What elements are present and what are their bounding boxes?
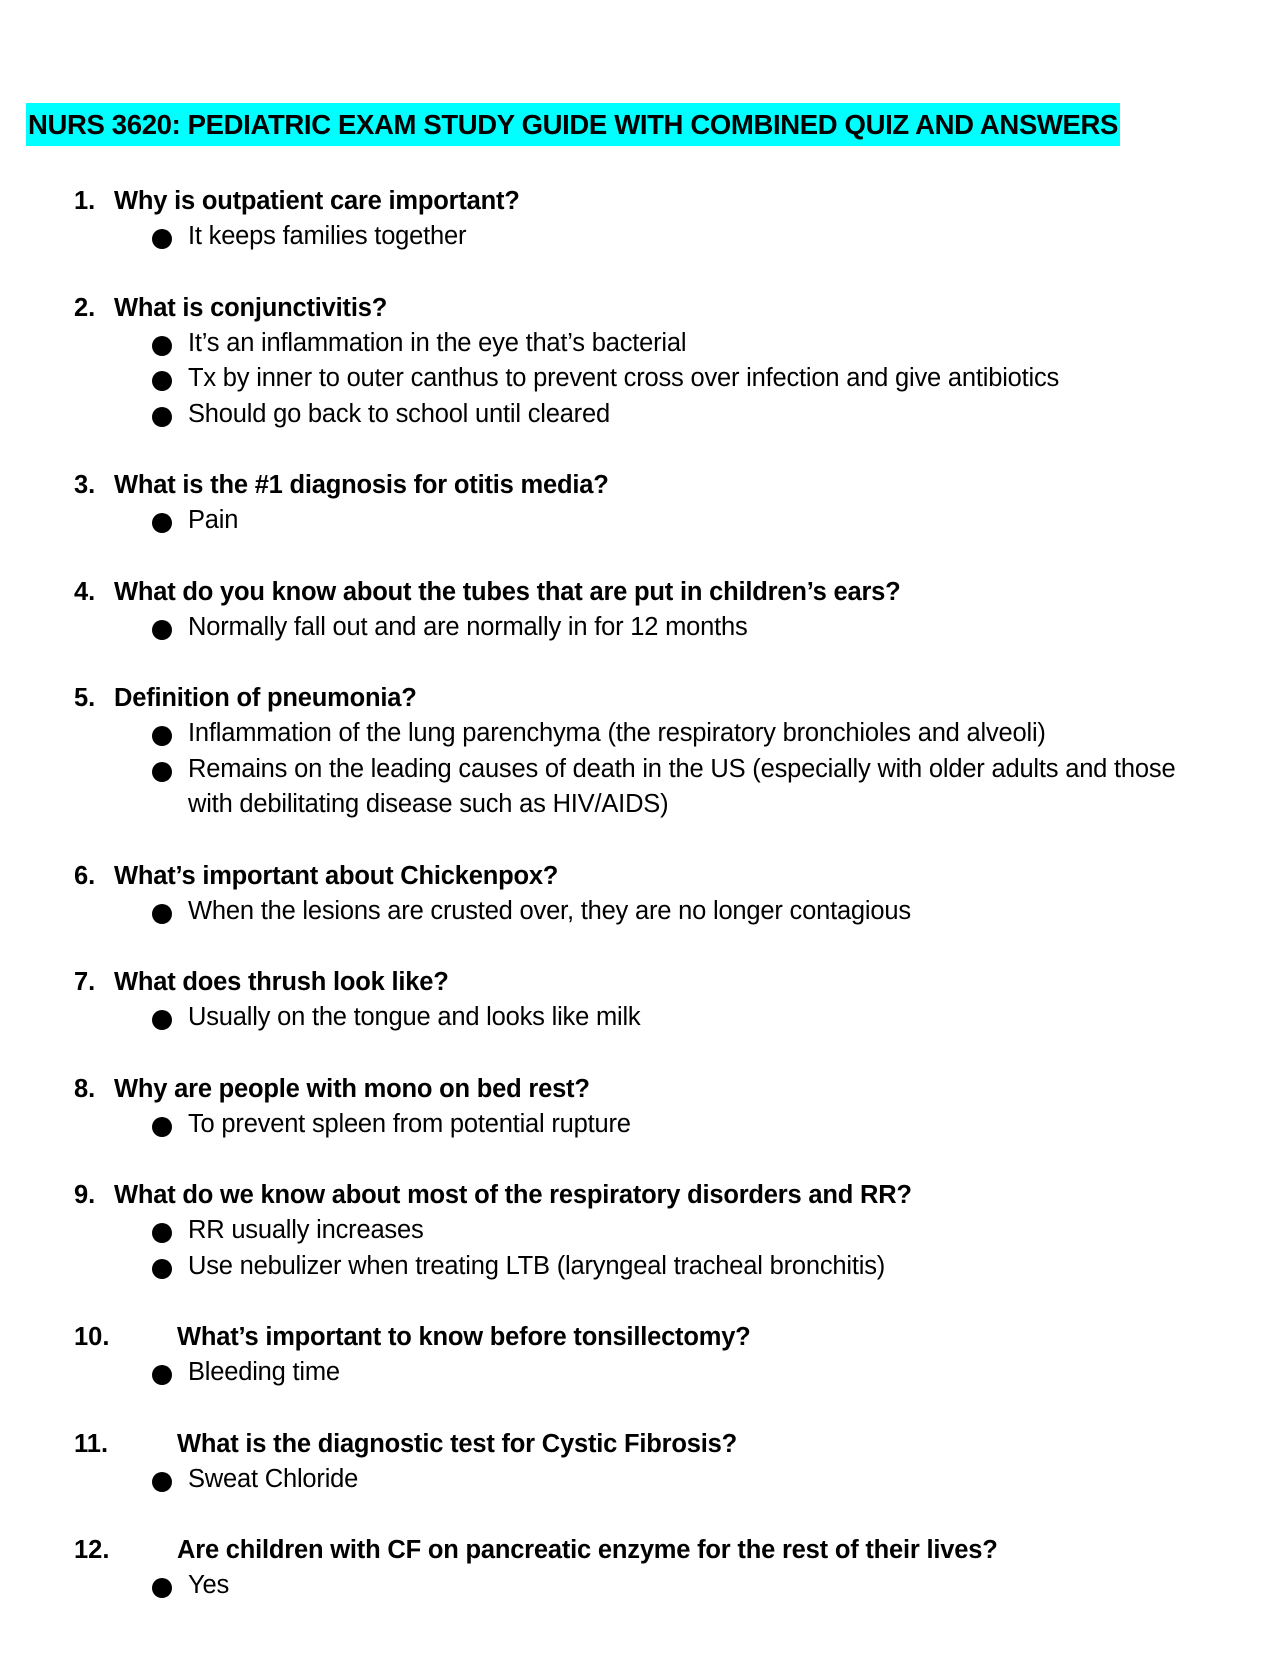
question-item <box>0 291 1280 433</box>
question-number: 8. <box>74 1074 96 1103</box>
question <box>0 1320 1280 1355</box>
bullet-icon <box>152 726 172 746</box>
bullet-icon <box>152 1010 172 1030</box>
answer-text: Inflammation of the lung parenchyma (the respiratory bronchioles and alveoli) <box>188 719 1046 747</box>
answer-list <box>0 1355 1280 1391</box>
question <box>0 1427 1280 1462</box>
answer-list <box>0 326 1280 433</box>
question-number: 5. <box>74 684 96 712</box>
answer-text: RR usually increases <box>188 1216 424 1244</box>
answer-item <box>0 752 1280 823</box>
answer-text: Remains on the leading causes of death in the US (especially with older adults and those with debilitating disease such as HIV/AIDS) <box>188 754 1176 818</box>
bullet-icon <box>152 1117 172 1137</box>
bullet-icon <box>152 407 172 427</box>
bullet-icon <box>152 229 172 249</box>
question-number: 11. <box>74 1429 109 1458</box>
question <box>0 965 1280 1000</box>
answer-text: Tx by inner to outer canthus to prevent cross over infection and give antibiotics <box>188 364 1060 392</box>
question-number: 10. <box>74 1323 110 1351</box>
answer-text: It’s an inflammation in the eye that’s bacterial <box>188 328 687 357</box>
question-text: Definition of pneumonia? <box>114 684 417 712</box>
question-text: What does thrush look like? <box>114 968 449 996</box>
bullet-icon <box>152 513 172 533</box>
answer-item <box>0 326 1280 362</box>
question <box>0 1533 1280 1568</box>
answer-list <box>0 1000 1280 1036</box>
bullet-icon <box>152 904 172 924</box>
question <box>0 575 1280 610</box>
question-text: What is the diagnostic test for Cystic Fibrosis? <box>177 1429 737 1458</box>
answer-list <box>0 610 1280 646</box>
question <box>0 468 1280 503</box>
question <box>0 184 1280 219</box>
question-number: 9. <box>74 1181 96 1209</box>
answer-text: Bleeding time <box>188 1358 340 1386</box>
answer-item <box>0 716 1280 752</box>
answer-text: Pain <box>188 506 239 534</box>
question-text: What do we know about most of the respiratory disorders and RR? <box>114 1181 912 1209</box>
answer-item <box>0 219 1280 255</box>
question-item <box>0 965 1280 1036</box>
answer-text: Normally fall out and are normally in for 12 months <box>188 612 748 641</box>
question-number: 3. <box>74 471 96 499</box>
answer-list <box>0 894 1280 930</box>
bullet-icon <box>152 762 172 782</box>
bullet-icon <box>152 1223 172 1243</box>
bullet-icon <box>152 620 172 640</box>
answer-item <box>0 1462 1280 1498</box>
bullet-icon <box>152 371 172 391</box>
question-text: What is conjunctivitis? <box>114 293 388 322</box>
answer-item <box>0 610 1280 646</box>
question-item <box>0 1320 1280 1391</box>
answer-text: Should go back to school until cleared <box>188 399 610 428</box>
question-text: Why is outpatient care important? <box>114 187 520 215</box>
answer-item <box>0 1107 1280 1143</box>
question-number: 6. <box>74 861 96 890</box>
answer-item <box>0 1213 1280 1249</box>
bullet-icon <box>152 1365 172 1385</box>
question-list <box>0 184 1280 1640</box>
question-text: What do you know about the tubes that are put in children’s ears? <box>114 577 901 606</box>
answer-list <box>0 1568 1280 1604</box>
answer-list <box>0 503 1280 539</box>
question-number: 4. <box>74 577 96 606</box>
bullet-icon <box>152 1578 172 1598</box>
answer-list <box>0 1107 1280 1143</box>
question-number: 2. <box>74 293 96 322</box>
question <box>0 681 1280 716</box>
answer-item <box>0 1249 1280 1285</box>
answer-item <box>0 1000 1280 1036</box>
answer-item <box>0 397 1280 433</box>
question-item <box>0 1427 1280 1498</box>
bullet-icon <box>152 336 172 356</box>
question <box>0 1178 1280 1213</box>
document-title: NURS 3620: PEDIATRIC EXAM STUDY GUIDE WITH COMBINED QUIZ AND ANSWERS <box>26 103 1120 146</box>
question-number: 12. <box>74 1536 110 1564</box>
question-number: 1. <box>74 187 96 215</box>
question <box>0 859 1280 894</box>
answer-list <box>0 716 1280 823</box>
question-item <box>0 184 1280 255</box>
bullet-icon <box>152 1259 172 1279</box>
answer-item <box>0 1568 1280 1604</box>
answer-text: To prevent spleen from potential rupture <box>188 1109 631 1138</box>
answer-text: Usually on the tongue and looks like milk <box>188 1003 641 1031</box>
bullet-icon <box>152 1472 172 1492</box>
question-item <box>0 1072 1280 1143</box>
question-number: 7. <box>74 968 96 996</box>
answer-text: When the lesions are crusted over, they are no longer contagious <box>188 896 911 925</box>
answer-item <box>0 894 1280 930</box>
question-item <box>0 468 1280 539</box>
question-item <box>0 1178 1280 1284</box>
answer-text: Yes <box>188 1571 229 1599</box>
question-text: What’s important about Chickenpox? <box>114 861 559 890</box>
question-item <box>0 681 1280 823</box>
answer-list <box>0 219 1280 255</box>
question-item <box>0 859 1280 930</box>
question-text: What is the #1 diagnosis for otitis media? <box>114 471 609 499</box>
question-item <box>0 1533 1280 1604</box>
question-text: Why are people with mono on bed rest? <box>114 1074 590 1103</box>
answer-text: Use nebulizer when treating LTB (laryngeal tracheal bronchitis) <box>188 1251 886 1280</box>
question <box>0 291 1280 326</box>
answer-list <box>0 1462 1280 1498</box>
answer-text: Sweat Chloride <box>188 1464 359 1493</box>
answer-list <box>0 1213 1280 1284</box>
question-item <box>0 575 1280 646</box>
answer-item <box>0 361 1280 397</box>
question-text: What’s important to know before tonsillectomy? <box>177 1323 751 1351</box>
answer-text: It keeps families together <box>188 222 467 250</box>
answer-item <box>0 503 1280 539</box>
answer-item <box>0 1355 1280 1391</box>
question-text: Are children with CF on pancreatic enzyme for the rest of their lives? <box>177 1536 998 1564</box>
question <box>0 1072 1280 1107</box>
